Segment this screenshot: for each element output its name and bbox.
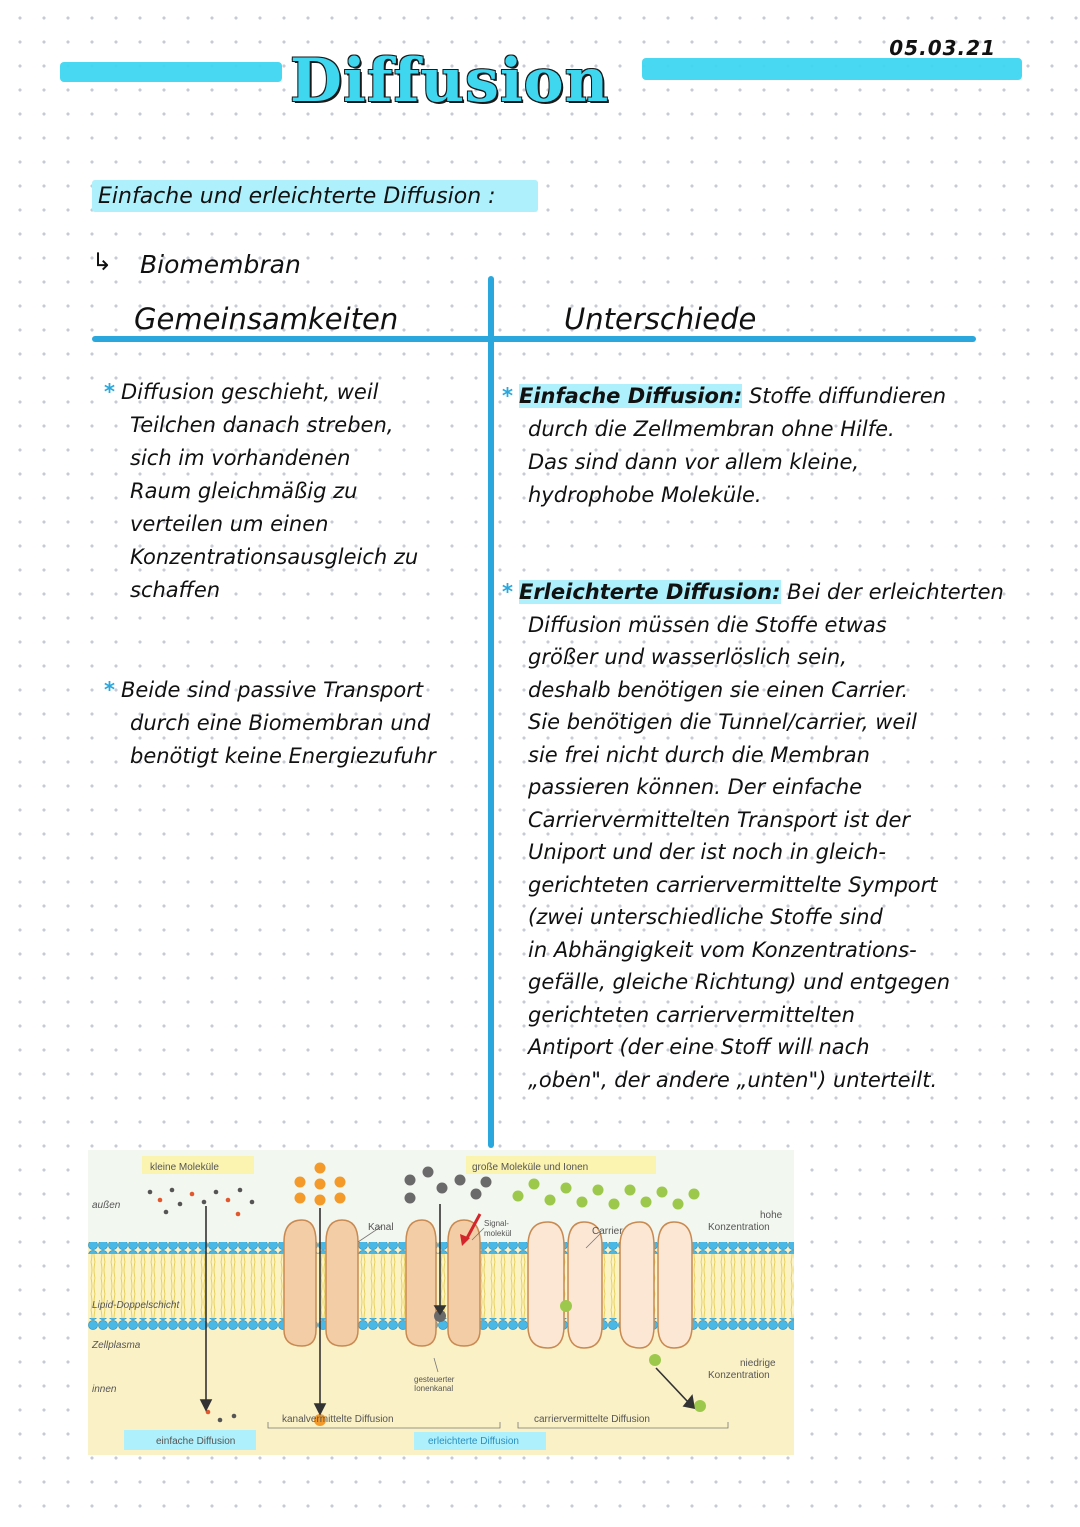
membrane-diagram-svg [88, 1150, 794, 1455]
label-outside: außen [92, 1200, 121, 1211]
label-high-line1: hohe [760, 1210, 783, 1221]
table-header-rule [92, 336, 976, 342]
title-highlight-left [60, 62, 282, 82]
left-note-1: * Diffusion geschieht, weil Teilchen danach streben, sich im vorhandenen Raum gleichmäßig zu verteilen um einen Konzentrationsausgleich zu schaffen [104, 380, 419, 602]
context-label: Biomembran [140, 250, 301, 279]
label-large-molecules: große Moleküle und Ionen [472, 1162, 589, 1173]
title-highlight-right [642, 58, 1022, 80]
label-signal-line1: Signal- [484, 1219, 509, 1228]
label-high-line2: Konzentration [708, 1222, 770, 1233]
page-title: Diffusion [290, 46, 610, 116]
term-facilitated-diffusion: Erleichterte Diffusion: [518, 580, 781, 604]
label-lipid-bilayer: Lipid-Doppelschicht [92, 1300, 180, 1311]
label-carrier-mediated: carriervermittelte Diffusion [534, 1414, 650, 1425]
label-cytoplasm: Zellplasma [92, 1340, 141, 1351]
date: 05.03.21 [889, 36, 996, 60]
return-arrow-icon: ↳ [92, 248, 113, 276]
label-facilitated-diffusion: erleichterte Diffusion [428, 1436, 519, 1447]
right-note-simple-diffusion: * Einfache Diffusion: Stoffe diffundieren durch die Zellmembran ohne Hilfe. Das sind dann vor allem kleine, hydrophobe Moleküle. [502, 384, 947, 507]
label-simple-diffusion: einfache Diffusion [156, 1436, 236, 1447]
label-low-line2: Konzentration [708, 1370, 770, 1381]
asterisk-icon: * [502, 384, 513, 408]
asterisk-icon: * [502, 580, 513, 604]
asterisk-icon: * [104, 678, 115, 702]
label-carrier: Carrier [592, 1226, 623, 1237]
left-note-2: * Beide sind passive Transport durch eine Biomembran und benötigt keine Energiezufuhr [104, 678, 436, 768]
column-divider [488, 276, 494, 1148]
label-channel: Kanal [368, 1222, 394, 1233]
membrane-transport-diagram [88, 1150, 794, 1455]
term-simple-diffusion: Einfache Diffusion: [518, 384, 743, 408]
label-signal-line2: molekül [484, 1229, 512, 1238]
label-inside: innen [92, 1384, 117, 1395]
label-channel-mediated: kanalvermittelte Diffusion [282, 1414, 394, 1425]
subtitle: Einfache und erleichterte Diffusion : [98, 184, 496, 209]
label-small-molecules: kleine Moleküle [150, 1162, 219, 1173]
label-low-line1: niedrige [740, 1358, 776, 1369]
right-column-heading: Unterschiede [564, 302, 757, 336]
right-note-facilitated-diffusion: * Erleichterte Diffusion: Bei der erleichterten Diffusion müssen die Stoffe etwas größer und wasserlöslich sein, deshalb benötigen sie einen Carrier. Sie benötigen die Tunnel/carrier, weil sie frei nicht durch die Membran passieren können. Der einfache Carriervermittelten Transport ist der Uniport und der ist noch in gleich- gerichteten carriervermittelte Symport (zwei unterschiedliche Stoffe sind in Abhängigkeit vom Konzentrations- gefälle, gleiche Richtung) und entgegen gerichteten carriervermittelten Antiport (der eine Stoff will nach „oben", der andere „unten") unterteilt. [502, 580, 1004, 1092]
label-gated-line2: Ionenkanal [414, 1384, 454, 1393]
asterisk-icon: * [104, 380, 115, 404]
label-gated-line1: gesteuerter [414, 1375, 455, 1384]
left-column-heading: Gemeinsamkeiten [134, 302, 399, 336]
